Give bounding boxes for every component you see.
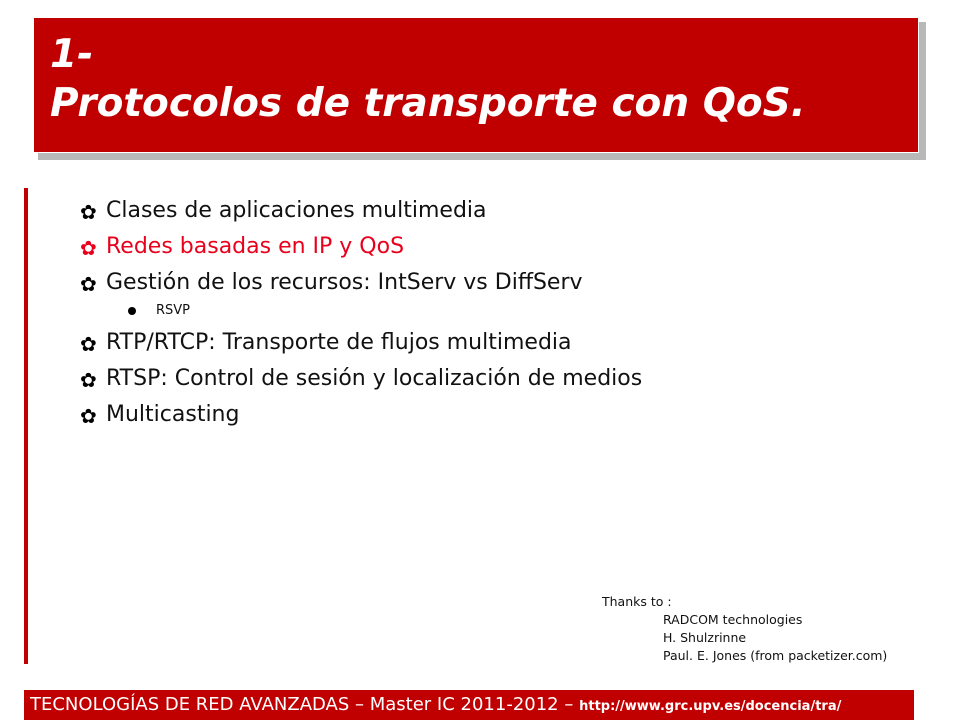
acknowledgement-item: H. Shulzrinne [663,630,747,645]
dot-bullet-icon [128,307,136,315]
bullet-text: Multicasting [106,402,240,427]
title-line-2: Protocolos de transporte con QoS. [50,81,806,126]
gear-bullet-icon: ✿ [80,272,97,296]
sub-bullet-item [80,302,660,320]
page-title [50,30,806,128]
bullet-item [80,270,660,296]
sub-bullet-text: RSVP [156,303,191,318]
acknowledgement-item: RADCOM technologies [663,612,803,627]
bullet-list [80,198,660,438]
bullet-text: Clases de aplicaciones multimedia [106,198,487,223]
acknowledgement-item: Paul. E. Jones (from packetizer.com) [663,648,888,663]
bullet-text: RTSP: Control de sesión y localización de medios [106,366,643,391]
gear-bullet-icon: ✿ [80,332,97,356]
gear-bullet-icon: ✿ [80,200,97,224]
footer-text: TECNOLOGÍAS DE RED AVANZADAS – Master IC 2011-2012 – [30,694,580,715]
footer-url[interactable]: http://www.grc.upv.es/docencia/tra/ [579,699,842,714]
title-line-1: 1- [50,32,94,77]
footer-bar [24,690,914,720]
bullet-item [80,402,660,428]
title-box [33,17,919,153]
gear-bullet-icon: ✿ [80,368,97,392]
gear-bullet-icon: ✿ [80,404,97,428]
left-accent-line [24,188,28,664]
bullet-text: Redes basadas en IP y QoS [106,234,405,259]
gear-bullet-icon: ✿ [80,236,97,260]
bullet-item [80,366,660,392]
bullet-item-highlighted [80,234,660,260]
acknowledgements [602,593,887,665]
bullet-text: RTP/RTCP: Transporte de flujos multimedia [106,330,572,355]
acknowledgements-heading: Thanks to : [602,594,672,609]
bullet-item [80,198,660,224]
bullet-text: Gestión de los recursos: IntServ vs DiffServ [106,270,583,295]
bullet-item [80,330,660,356]
